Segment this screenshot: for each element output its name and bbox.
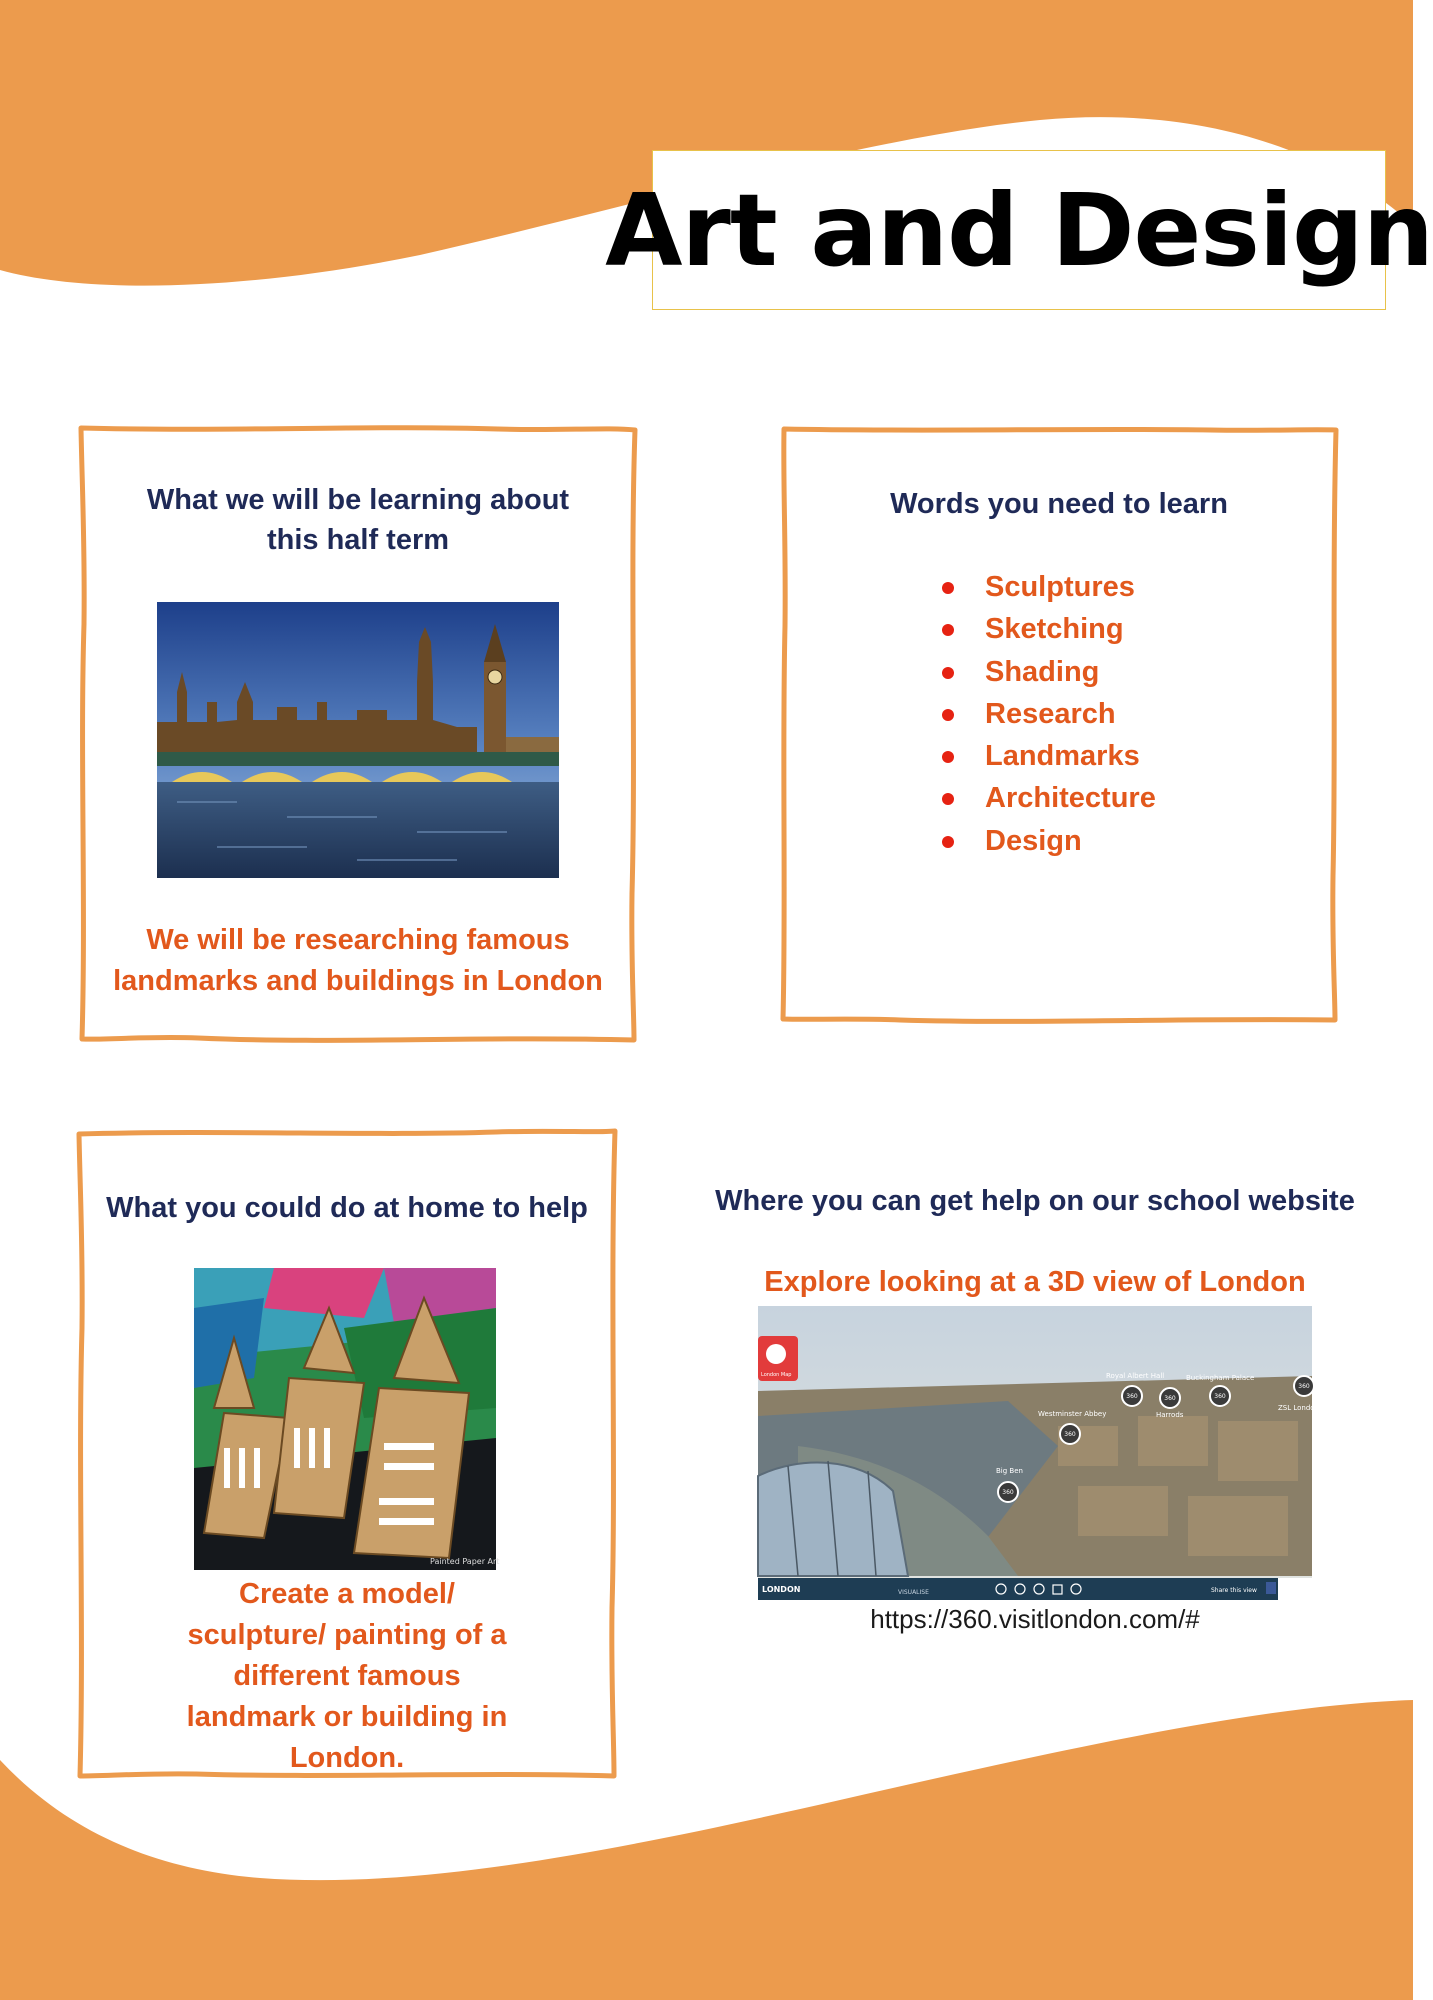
words-heading: Words you need to learn — [890, 488, 1228, 520]
word-label: Shading — [985, 655, 1100, 688]
bullet-icon — [942, 582, 954, 594]
words-panel — [780, 426, 1338, 1024]
hotspot-label: Big Ben — [996, 1467, 1023, 1475]
learning-heading: What we will be learning about this half term — [146, 484, 570, 556]
hotspot-badge-text: 360 — [1064, 1431, 1076, 1438]
london-360-screenshot[interactable] — [758, 1306, 1320, 1600]
website-subheading: Explore looking at a 3D view of London — [764, 1266, 1306, 1298]
word-label: Landmarks — [985, 740, 1140, 773]
list-item — [930, 566, 1156, 608]
bullet-icon — [942, 793, 954, 805]
word-label: Research — [985, 697, 1116, 730]
footer-center: VISUALISE — [898, 1589, 929, 1596]
hotspot-label: ZSL London — [1278, 1404, 1320, 1412]
word-label: Sketching — [985, 613, 1124, 646]
website-url-link[interactable]: https://360.visitlondon.com/# — [870, 1604, 1200, 1634]
hotspot-badge-text: 360 — [1298, 1383, 1310, 1390]
hotspot-label: Buckingham Palace — [1186, 1374, 1255, 1382]
bullet-icon — [942, 836, 954, 848]
hotspot-badge-text: 360 — [1214, 1393, 1226, 1400]
date-panel — [1278, 1578, 1312, 1600]
list-item — [930, 820, 1156, 862]
bullet-icon — [942, 709, 954, 721]
bullet-icon — [942, 751, 954, 763]
image-credit: Painted Paper Art — [430, 1557, 500, 1566]
list-item — [930, 735, 1156, 777]
list-item — [930, 651, 1156, 693]
bullet-icon — [942, 624, 954, 636]
learning-panel — [78, 424, 638, 1044]
word-label: Architecture — [985, 782, 1156, 815]
learning-description: We will be researching famous landmarks and buildings in London — [113, 924, 603, 997]
hotspot-badge-text: 360 — [1002, 1489, 1014, 1496]
footer-brand: LONDON — [762, 1585, 801, 1594]
page-title: Art and Design — [605, 171, 1433, 289]
home-description: Create a model/ sculpture/ painting of a different famous landmark or building in London. — [186, 1578, 508, 1774]
home-panel — [76, 1128, 618, 1780]
hotspot-badge-text: 360 — [1126, 1393, 1138, 1400]
map-label: London Map — [761, 1372, 792, 1378]
list-item — [930, 693, 1156, 735]
list-item — [930, 777, 1156, 819]
hotspot-badge-text: 360 — [1164, 1395, 1176, 1402]
list-item — [930, 608, 1156, 650]
website-heading: Where you can get help on our school website — [715, 1185, 1355, 1217]
word-label: Design — [985, 824, 1082, 857]
share-label: Share this view — [1211, 1587, 1257, 1594]
bullet-icon — [942, 667, 954, 679]
hotspot-label: Westminster Abbey — [1038, 1410, 1107, 1418]
collage-photo — [194, 1268, 500, 1570]
hotspot-label: Royal Albert Hall — [1106, 1372, 1165, 1380]
parliament-photo — [157, 602, 559, 878]
word-label: Sculptures — [985, 571, 1135, 603]
words-list — [930, 566, 1156, 862]
home-heading: What you could do at home to help — [106, 1192, 588, 1224]
title-box — [605, 150, 1433, 310]
hotspot-label: Harrods — [1156, 1411, 1184, 1419]
facebook-icon — [1266, 1582, 1276, 1594]
